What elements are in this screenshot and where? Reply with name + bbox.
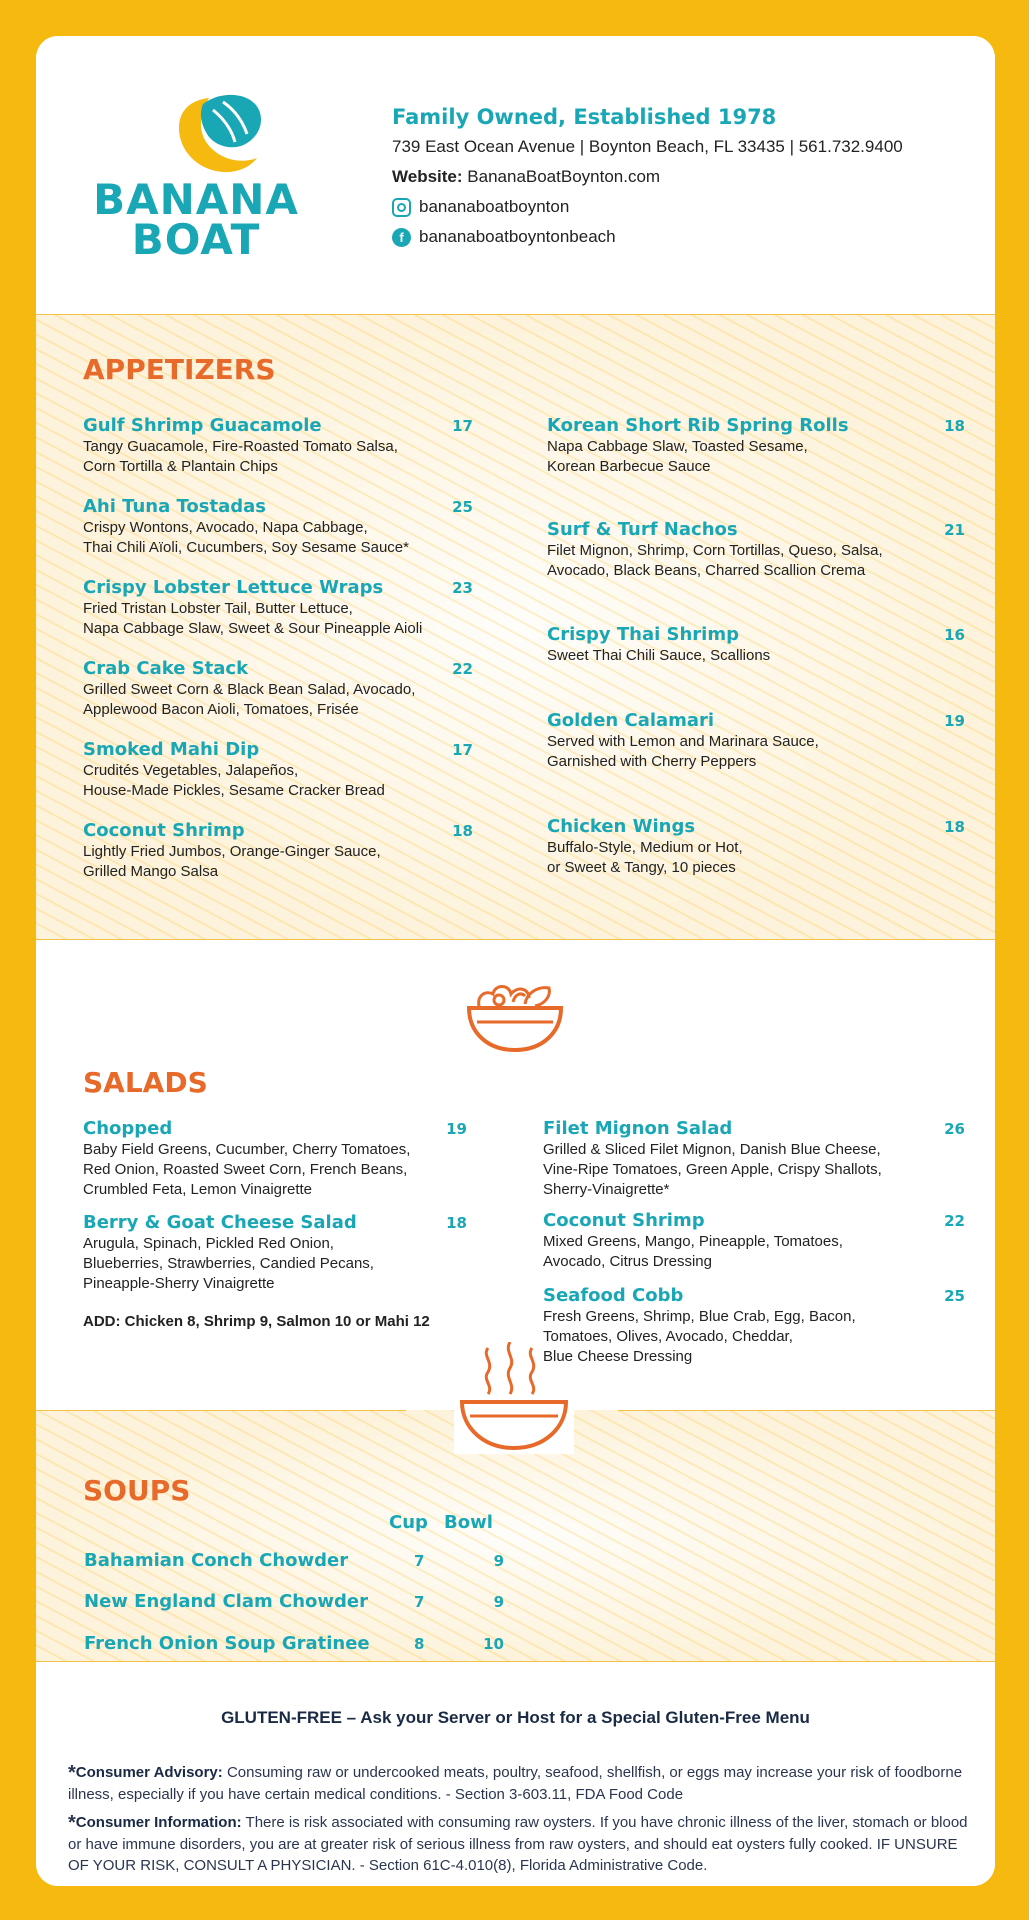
facebook-handle[interactable]: bananaboatboyntonbeach <box>419 227 616 246</box>
asterisk: * <box>68 1762 76 1784</box>
header-info <box>392 102 972 252</box>
item-price: 23 <box>452 579 473 597</box>
logo-text-line1: BANANA <box>93 175 299 224</box>
menu-item <box>83 658 473 720</box>
item-price: 17 <box>452 417 473 435</box>
item-name: Surf & Turf Nachos <box>547 519 738 540</box>
salad-bowl-icon <box>455 966 575 1054</box>
facebook-line <box>392 222 972 252</box>
item-name: Chopped <box>83 1118 173 1139</box>
item-name: Korean Short Rib Spring Rolls <box>547 415 849 436</box>
banana-icon <box>91 88 301 188</box>
soup-bowl-icon <box>454 1342 574 1454</box>
item-name: Gulf Shrimp Guacamole <box>83 415 322 436</box>
item-description: Lightly Fried Jumbos, Orange-Ginger Sauce, Grilled Mango Salsa <box>83 843 381 880</box>
salads-section <box>36 940 995 1410</box>
soup-name: New England Clam Chowder <box>84 1591 368 1612</box>
facebook-icon: f <box>392 228 411 247</box>
menu-item <box>547 519 965 581</box>
instagram-icon <box>392 198 411 217</box>
menu-item <box>83 415 473 477</box>
item-price: 25 <box>944 1287 965 1305</box>
item-name: Crispy Thai Shrimp <box>547 624 739 645</box>
website-line <box>392 162 972 192</box>
advisory-label: Consumer Advisory: <box>75 1764 223 1781</box>
cup-header: Cup <box>389 1512 428 1533</box>
item-description: Sweet Thai Chili Sauce, Scallions <box>547 647 771 664</box>
item-price: 22 <box>452 660 473 678</box>
menu-item <box>83 820 473 882</box>
soup-name: Bahamian Conch Chowder <box>84 1550 349 1571</box>
item-description: Filet Mignon, Shrimp, Corn Tortillas, Queso, Salsa, Avocado, Black Beans, Charred Scallion Crema <box>547 542 883 579</box>
item-price: 18 <box>452 822 473 840</box>
item-description: Fresh Greens, Shrimp, Blue Crab, Egg, Bacon, Tomatoes, Olives, Avocado, Cheddar, Blue Cheese Dressing <box>543 1308 856 1365</box>
item-price: 17 <box>452 741 473 759</box>
bowl-header: Bowl <box>444 1512 493 1533</box>
menu-item <box>83 1118 467 1200</box>
item-name: Golden Calamari <box>547 710 715 731</box>
item-name: Berry & Goat Cheese Salad <box>83 1212 357 1233</box>
soup-name: French Onion Soup Gratinee <box>84 1633 370 1654</box>
item-name: Crab Cake Stack <box>83 658 249 679</box>
soup-row <box>84 1591 504 1615</box>
item-description: Tangy Guacamole, Fire-Roasted Tomato Salsa, Corn Tortilla & Plantain Chips <box>83 438 398 475</box>
advisory-text: Consuming raw or undercooked meats, poultry, seafood, shellfish, or eggs may increase your risk of foodborne illness, especially if you have certain medical conditions. - Section 3-603.11, FDA Food Code <box>68 1764 963 1803</box>
consumer-information <box>68 1812 968 1876</box>
item-description: Crudités Vegetables, Jalapeños, House-Made Pickles, Sesame Cracker Bread <box>83 762 385 799</box>
item-price: 19 <box>944 712 965 730</box>
gluten-free-note: GLUTEN-FREE – Ask your Server or Host for a Special Gluten-Free Menu <box>221 1708 810 1727</box>
item-description: Served with Lemon and Marinara Sauce, Garnished with Cherry Peppers <box>547 733 819 770</box>
footer <box>36 1662 995 1886</box>
item-price: 22 <box>944 1212 965 1230</box>
soup-row <box>84 1550 504 1574</box>
menu-item <box>83 739 473 801</box>
soups-title: SOUPS <box>83 1474 191 1507</box>
consumer-advisory <box>68 1762 968 1805</box>
address-line: 739 East Ocean Avenue | Boynton Beach, FL 33435 | 561.732.9400 <box>392 137 903 156</box>
menu-item <box>547 816 965 878</box>
item-description: Arugula, Spinach, Pickled Red Onion, Blueberries, Strawberries, Candied Pecans, Pineapple-Sherry Vinaigrette <box>83 1235 374 1292</box>
item-description: Buffalo-Style, Medium or Hot, or Sweet & Tangy, 10 pieces <box>547 839 743 876</box>
item-price: 18 <box>446 1214 467 1232</box>
soup-bowl-price: 9 <box>493 1552 504 1570</box>
tagline: Family Owned, Established 1978 <box>392 105 777 129</box>
information-label: Consumer Information: <box>75 1814 242 1831</box>
salad-addon-note: ADD: Chicken 8, Shrimp 9, Salmon 10 or Mahi 12 <box>83 1313 430 1330</box>
logo-text-line2: BOAT <box>131 215 261 264</box>
item-description: Napa Cabbage Slaw, Toasted Sesame, Korean Barbecue Sauce <box>547 438 808 475</box>
menu-item <box>83 496 473 558</box>
item-name: Chicken Wings <box>547 816 696 837</box>
item-price: 19 <box>446 1120 467 1138</box>
menu-header <box>36 36 995 314</box>
item-description: Baby Field Greens, Cucumber, Cherry Tomatoes, Red Onion, Roasted Sweet Corn, French Beans, Crumbled Feta, Lemon Vinaigrette <box>83 1141 411 1198</box>
item-description: Grilled Sweet Corn & Black Bean Salad, Avocado, Applewood Bacon Aioli, Tomatoes, Frisée <box>83 681 416 718</box>
asterisk: * <box>68 1812 76 1834</box>
item-price: 18 <box>944 417 965 435</box>
item-price: 26 <box>944 1120 965 1138</box>
menu-item <box>543 1210 965 1272</box>
menu-item <box>83 1212 467 1294</box>
menu-item <box>83 577 473 639</box>
item-price: 21 <box>944 521 965 539</box>
divider <box>36 1410 406 1411</box>
menu-item <box>547 710 965 772</box>
item-description: Mixed Greens, Mango, Pineapple, Tomatoes, Avocado, Citrus Dressing <box>543 1233 843 1270</box>
item-description: Crispy Wontons, Avocado, Napa Cabbage, Thai Chili Aïoli, Cucumbers, Soy Sesame Sauce* <box>83 519 409 556</box>
soup-cup-price: 8 <box>414 1635 425 1653</box>
item-description: Fried Tristan Lobster Tail, Butter Lettuce, Napa Cabbage Slaw, Sweet & Sour Pineapple Aioli <box>83 600 423 637</box>
menu-item <box>543 1285 965 1367</box>
item-name: Filet Mignon Salad <box>543 1118 733 1139</box>
item-name: Smoked Mahi Dip <box>83 739 260 760</box>
banana-boat-logo <box>91 88 301 268</box>
menu-item <box>543 1118 965 1200</box>
soup-bowl-price: 9 <box>493 1593 504 1611</box>
salads-title: SALADS <box>83 1066 208 1099</box>
item-description: Grilled & Sliced Filet Mignon, Danish Blue Cheese, Vine-Ripe Tomatoes, Green Apple, Crispy Shallots, Sherry-Vinaigrette* <box>543 1141 882 1198</box>
item-price: 18 <box>944 818 965 836</box>
menu-card <box>36 36 995 1886</box>
item-name: Ahi Tuna Tostadas <box>83 496 266 517</box>
soup-row <box>84 1633 504 1657</box>
appetizers-section <box>36 314 995 940</box>
divider <box>618 1410 995 1411</box>
appetizers-title: APPETIZERS <box>83 353 276 386</box>
instagram-line <box>392 192 972 222</box>
item-price: 16 <box>944 626 965 644</box>
item-name: Coconut Shrimp <box>543 1210 705 1231</box>
soup-bowl-price: 10 <box>483 1635 504 1653</box>
soup-cup-price: 7 <box>414 1593 425 1611</box>
website-label: Website: <box>392 167 463 186</box>
information-text: There is risk associated with consuming raw oysters. If you have chronic illness of the liver, stomach or blood or have immune disorders, you are at greater risk of serious illness from raw oysters, and should eat oysters fully cooked. IF UNSURE OF YOUR RISK, CONSULT A PHYSICIAN. - Section 61C-4.010(8), Florida Administrative Code. <box>68 1814 968 1874</box>
menu-item <box>547 624 965 666</box>
item-name: Seafood Cobb <box>543 1285 684 1306</box>
soup-cup-price: 7 <box>414 1552 425 1570</box>
item-name: Crispy Lobster Lettuce Wraps <box>83 577 384 598</box>
website-link[interactable]: BananaBoatBoynton.com <box>467 167 661 186</box>
instagram-handle[interactable]: bananaboatboynton <box>419 197 570 216</box>
menu-item <box>547 415 965 477</box>
item-price: 25 <box>452 498 473 516</box>
item-name: Coconut Shrimp <box>83 820 245 841</box>
